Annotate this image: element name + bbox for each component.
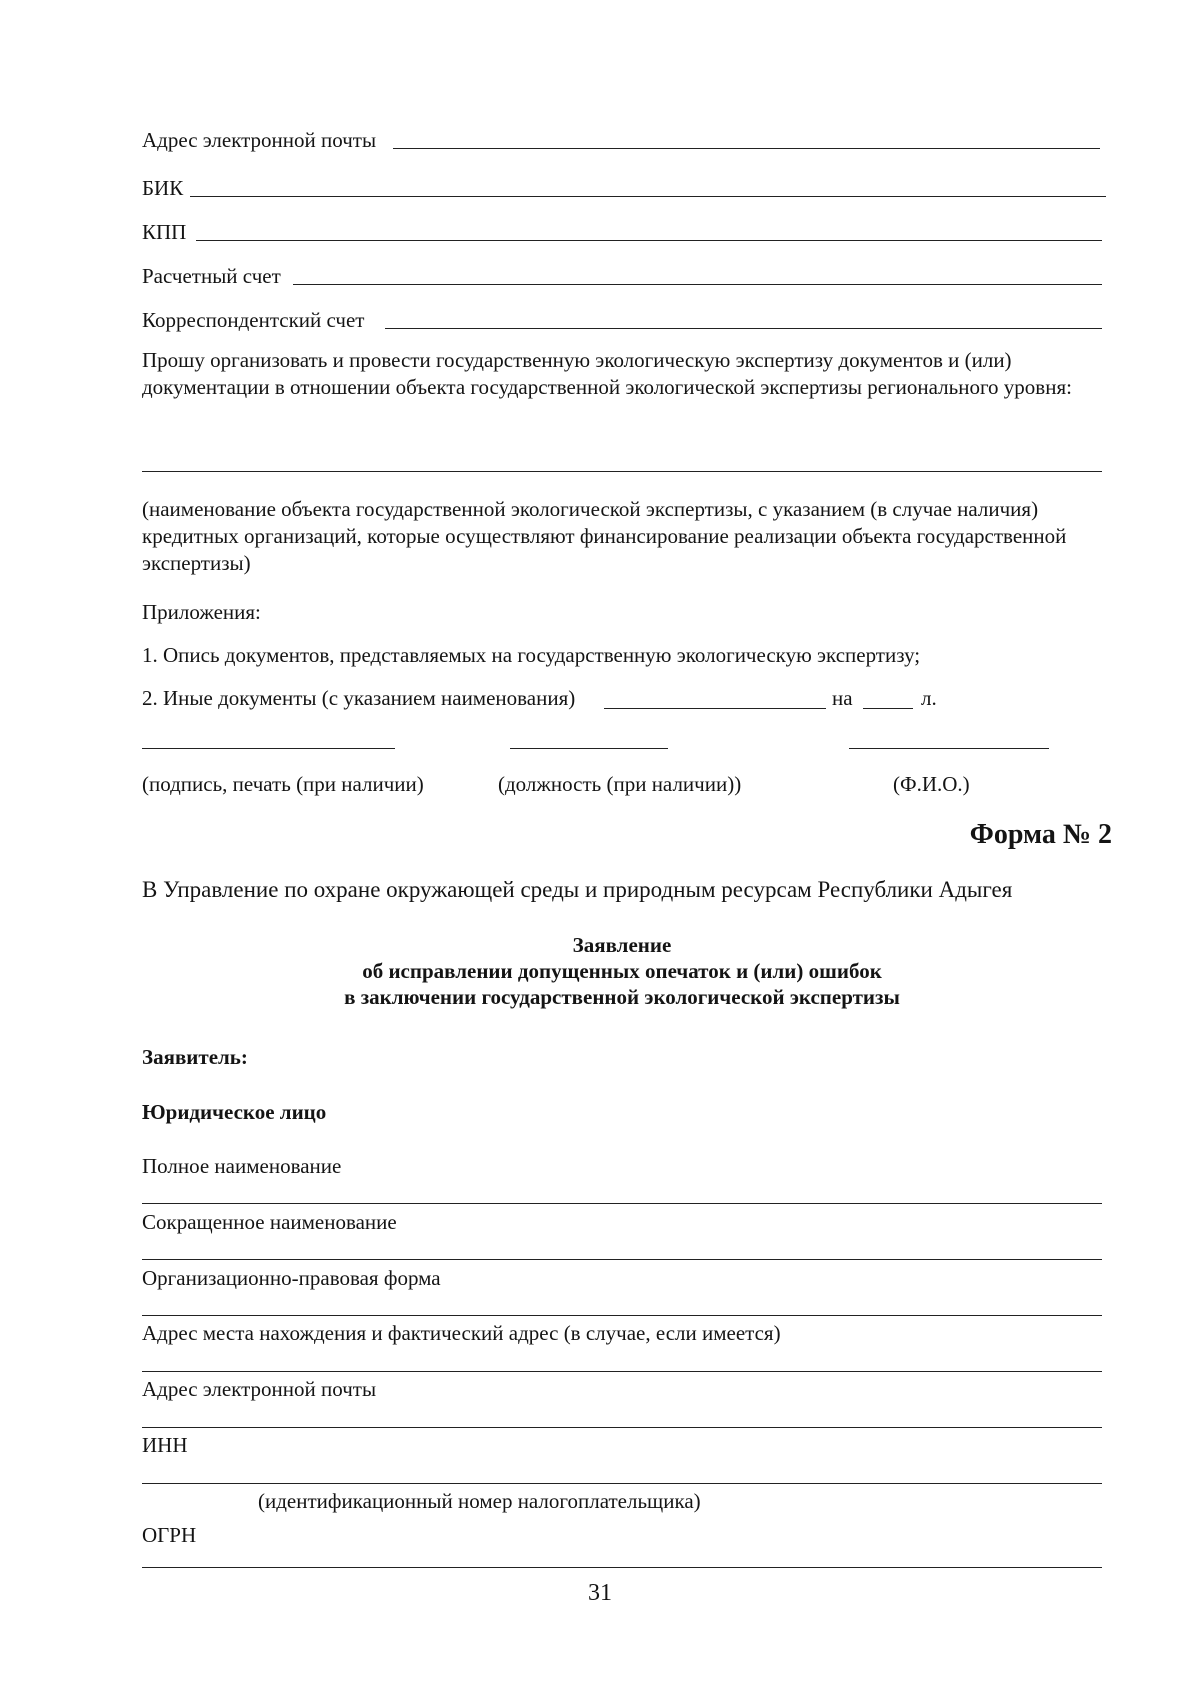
email-label: Адрес электронной почты <box>142 128 377 152</box>
signature-caption: (подпись, печать (при наличии) <box>142 772 424 796</box>
form-title-line-1: Заявление <box>572 933 672 957</box>
legal-form-field-line[interactable] <box>142 1315 1102 1316</box>
ogrn-field-line[interactable] <box>142 1567 1102 1568</box>
position-caption: (должность (при наличии)) <box>498 772 742 796</box>
email-field-line[interactable] <box>393 148 1100 149</box>
recipient-line: В Управление по охране окружающей среды и природным ресурсам Республики Адыгея <box>142 877 1013 902</box>
request-paragraph: Прошу организовать и провести государственную экологическую экспертизу документов и (или) документации в отношении объекта государственной экологической экспертизы регионального уровня: <box>142 348 1072 399</box>
settlement-account-field-line[interactable] <box>293 284 1102 285</box>
short-name-field-line[interactable] <box>142 1259 1102 1260</box>
short-name-label: Сокращенное наименование <box>142 1210 397 1234</box>
ogrn-label: ОГРН <box>142 1523 197 1547</box>
legal-entity-label: Юридическое лицо <box>142 1100 327 1124</box>
fio-caption: (Ф.И.О.) <box>893 772 970 796</box>
form-title-line-2: об исправлении допущенных опечаток и (или) ошибок <box>362 959 882 983</box>
kpp-field-line[interactable] <box>196 240 1102 241</box>
page-number: 31 <box>588 1580 612 1606</box>
applicant-label: Заявитель: <box>142 1045 248 1069</box>
inn-caption: (идентификационный номер налогоплательщика) <box>258 1489 701 1513</box>
legal-form-label: Организационно-правовая форма <box>142 1266 441 1290</box>
attachment-item-1: 1. Опись документов, представляемых на государственную экологическую экспертизу; <box>142 643 921 667</box>
form-title <box>142 932 1102 1010</box>
attachments-label: Приложения: <box>142 600 261 624</box>
attachment-item-2: 2. Иные документы (с указанием наименования) <box>142 686 576 710</box>
kpp-label: КПП <box>142 220 187 244</box>
on-label: на <box>832 686 853 710</box>
address-label: Адрес места нахождения и фактический адрес (в случае, если имеется) <box>142 1321 781 1345</box>
position-field-line[interactable] <box>510 748 668 749</box>
form2-email-label: Адрес электронной почты <box>142 1377 377 1401</box>
inn-field-line[interactable] <box>142 1483 1102 1484</box>
other-docs-field-line[interactable] <box>604 708 826 709</box>
inn-label: ИНН <box>142 1433 188 1457</box>
corr-account-field-line[interactable] <box>385 328 1102 329</box>
form-number: Форма № 2 <box>969 819 1112 850</box>
object-name-caption: (наименование объекта государственной экологической экспертизы, с указанием (в случае наличия) кредитных организаций, которые осуществляют финансирование реализации объекта государственной экспертизы) <box>142 497 1067 575</box>
bik-label: БИК <box>142 176 184 200</box>
full-name-label: Полное наименование <box>142 1154 342 1178</box>
full-name-field-line[interactable] <box>142 1203 1102 1204</box>
sheets-count-field-line[interactable] <box>863 708 913 709</box>
form2-email-field-line[interactable] <box>142 1427 1102 1428</box>
corr-account-label: Корреспондентский счет <box>142 308 365 332</box>
address-field-line[interactable] <box>142 1371 1102 1372</box>
sheets-label: л. <box>921 686 937 710</box>
fio-field-line[interactable] <box>849 748 1049 749</box>
bik-field-line[interactable] <box>190 196 1106 197</box>
object-name-field-line[interactable] <box>142 471 1102 472</box>
signature-field-line[interactable] <box>142 748 395 749</box>
form-title-line-3: в заключении государственной экологической экспертизы <box>344 985 900 1009</box>
settlement-account-label: Расчетный счет <box>142 264 281 288</box>
